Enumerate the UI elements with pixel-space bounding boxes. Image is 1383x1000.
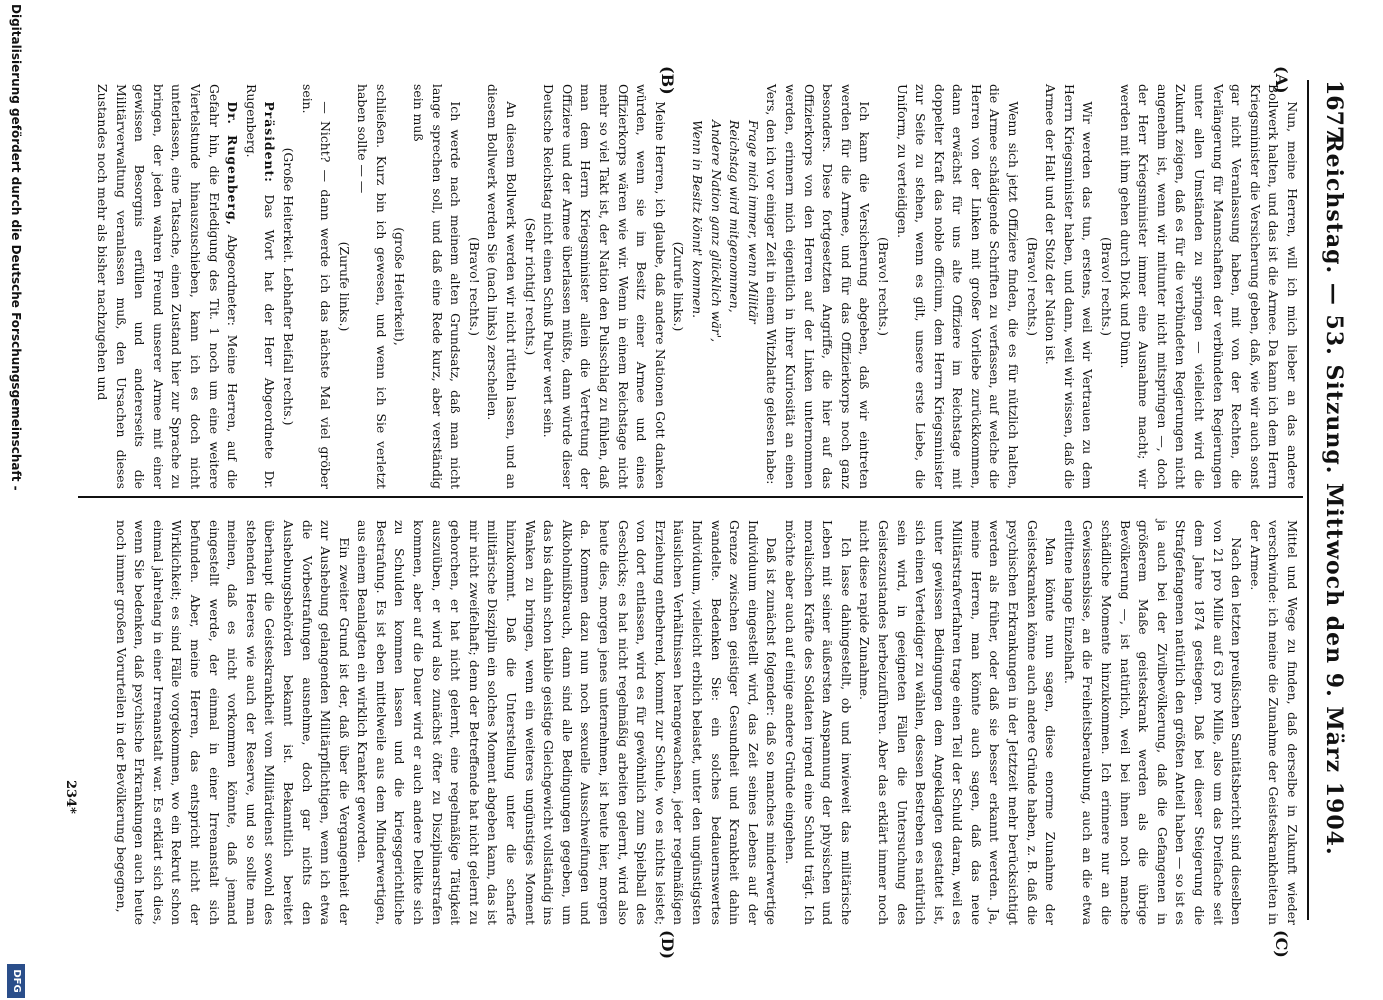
paragraph: Meine Herren, ich glaube, daß andere Nationen Gott danken würden, wenn sie im Besitz einer Armee und eines Offizierkorps wären wie wir. Wenn in einem Reichstage nicht mehr so viel Takt ist, der Nation den Pulsschlag zu fühlen, daß man dem Herrn Kriegsminister allein die Vertretung der Offiziere und der Armee überlassen müßte, dann würde dieser Deutsche Reichstag nicht einen Schuß Pulver wert sein. xyxy=(541,84,668,489)
paragraph: Wenn sich jetzt Offiziere finden, die es für nützlich halten, die Armee schädigende Schriften zu verfassen, auf welche die Herren von der Linken mit großer Vorliebe zurückkommen, dann erwächst für uns alte Offiziere im Reichstage mit doppelter Kraft das noble officium, dem Herrn Kriegsminister zur Seite zu stehen, wenn es gilt, unsere erste Liebe, die Uniform, zu verteidigen. xyxy=(894,84,1022,489)
column-divider xyxy=(78,496,1303,498)
page-number: 1677 xyxy=(1321,80,1347,142)
interjection: (Bravo! rechts.) xyxy=(466,237,482,336)
paragraph: Mittel und Wege zu finden, daß derselbe in Zukunft wieder verschwinde: ich meine die Zunahme der Geisteskrankheiten in der Armee. xyxy=(1247,520,1300,925)
paragraph: Daß ist zunächst folgender: daß so manches minderwertige Individuum eingestellt wird, das Zeit seines Lebens auf der Grenze zwischen geistiger Gesundheit und Krankheit dahin wandelte. Bedenken Sie: ein solches bedauernswertes Individuum, vielleicht erblich belastet, unter den ungünstigsten häuslichen Verhältnissen herangewachsen, jeder regelmäßigen Erziehung entbehrend, kommt zur Schule, wo es nichts leistet; von dort entlassen, wird es für gewöhnlich zum Spielball des Geschicks; es hat nicht regelmäßig arbeiten gelernt, wird also heute dies, morgen jenes unternehmen, ist heute hier, morgen da. Kommen dazu nun noch sexuelle Ausschweifungen und Alkoholmißbrauch, dann sind alle Bedingungen gegeben, um das bis dahin schon labile geistige Gleichgewicht vollständig ins Wanken zu bringen, wenn ein weiteres ungünstiges Moment hinzukommt. Daß die Unterstellung unter die scharfe militärische Disziplin ein solches Moment abgeben kann, das ist mir nicht zweifelhaft; denn der Betreffende hat nicht gelernt zu gehorchen, er hat nicht gelernt, eine regelmäßige Tätigkeit auszuüben, er wird also zunächst öfter zu Disziplinarstrafen kommen, aber auf die Dauer wird er auch andere Delikte sich zu Schulden kommen lassen und die kriegsgerichtliche Bestrafung. Es ist eben mittelweile aus dem Minderwertigen, aus einem Beanlagten ein wirklich Kranker geworden. xyxy=(355,520,780,925)
marker-c: (C) xyxy=(1272,930,1291,958)
speaker-name: Dr. Rugenberg, xyxy=(225,101,241,226)
verse-line: Reichstag wird mitgenommen, xyxy=(727,120,743,313)
verse-line: Andere Nation ganz glücklich wär', xyxy=(708,120,724,343)
paragraph: Ich kann die Versicherung abgeben, daß wir eintreten werden für die Armee, und für das Offizierkorps noch ganz besonders. Diese fortgesetzten Angriffe, die hier auf das Offizierkorps von den Herren auf der Linken unternommen werden, erinnern mich eigentlich in ihrer Kuriosität an einen Vers, den ich vor einiger Zeit in einem Witzblatte gelesen habe: xyxy=(764,84,873,489)
interjection: (Bravo! rechts.) xyxy=(875,237,891,336)
digitization-note: Digitalisierung gefördert durch die Deutsche Forschungsgemeinschaft - xyxy=(9,4,23,491)
header-rule xyxy=(1307,80,1309,920)
interjection: (Zurufe links.) xyxy=(336,241,352,332)
interjection: (Bravo! rechts.) xyxy=(1024,237,1040,336)
paragraph: An diesem Bollwerk werden wir nicht rütteln lassen, und an diesem Bollwerk werden Sie (nach links) zerschellen. xyxy=(485,84,520,489)
marker-a: (A) xyxy=(1272,66,1291,94)
paragraph: Ich werde nach meinem alten Grundsatz, daß man nicht lange sprechen soll, und daß eine Rede kurz, aber verständig sein muß xyxy=(411,84,464,489)
right-column xyxy=(111,520,1301,925)
paragraph: Ein zweiter Grund ist der, daß über die Vergangenheit der zur Aushebung gelangenden Militärpflichtigen, wenn ich etwa die Vorbestrafungen ausnehme, doch gar nichts den Aushebungsbehörden bekannt ist. Bekanntlich bereitet überhaupt die Geisteskrankheit vom Militärdienst sowohl des stehenden Heeres wie auch der Reserve, und so sollte man meinen, daß es nicht vorkommen könnte, daß jemand eingestellt werde, der einmal in einer Irrenanstalt sich befunden. Aber, meine Herren, das entspricht nicht der Wirklichkeit; es sind Fälle vorgekommen, wo ein Rekrut schon einmal jahrelang in einer Irrenanstalt war. Es erklärt sich dies, wenn Sie bedenken, daß psychische Erkrankungen auch heute noch immer großen Vorurteilen in der Bevölkerung begegnen, xyxy=(113,520,352,925)
interjection: (Bravo! rechts.) xyxy=(1099,237,1115,336)
interjection: (große Heiterkeit), xyxy=(392,227,408,346)
marker-d: (D) xyxy=(658,930,677,960)
paragraph: Ich lasse dahingestellt, ob und inwieweit das militärische Leben mit seiner äußersten Anspannung der physischen und moralischen Kräfte des Soldaten irgend eine Schuld trägt. Ich möchte aber auch auf einige andere Gründe eingehen. xyxy=(782,520,854,925)
marker-b: (B) xyxy=(658,66,677,95)
speaker-text: Abgeordneter: Meine Herren, auf die Gefahr hin, die Erledigung des Tit. 1 noch um eine weitere Viertelstunde hinauszuschieben, kann ich es doch nicht unterlassen, eine Tatsache, einen Zustand hier zur Sprache zu bringen, der jeden wahren Freund unserer Armee mit einer gewissen Besorgnis erfüllen und andererseits die Militärverwaltung veranlassen muß, den Ursachen dieses Zustandes noch mehr als bisher nachzugehen und xyxy=(95,84,241,489)
paragraph: — Nicht? — dann werde ich das nächste Mal viel gröber sein. xyxy=(299,84,334,489)
speaker-text: Das Wort hat der Herr Abgeordnete Dr. Rugenberg. xyxy=(243,84,278,489)
interjection: (Große Heiterkeit. Lebhafter Beifall rechts.) xyxy=(280,147,296,426)
paragraph: schließen. Kurz bin ich gewesen, und wenn ich Sie verletzt haben sollte — — xyxy=(355,84,389,489)
paragraph: Wir werden das tun, erstens, weil wir Vertrauen zu dem Herrn Kriegsminister haben, und dann, weil wir wissen, daß die Armee der Halt und der Stolz der Nation ist. xyxy=(1043,84,1096,489)
speaker-paragraph xyxy=(92,84,241,489)
dfg-logo: DFG xyxy=(7,964,25,998)
verse-line: Wenn in Besitz könnt' kommen. xyxy=(690,120,705,319)
paragraph: Nun, meine Herren, will ich mich lieber an das andere Bollwerk halten, und das ist die Armee. Da kann ich dem Herrn Kriegsminister die Versicherung geben, daß, wie wir auch sonst gar nicht Veranlassung haben, mit von der Rechten, die Verlängerung für Mannschaften der verbündeten Regierungen unter allen Umständen zu springen — vielleicht wird die Zukunft zeigen, daß es für die verbündeten Regierungen nicht angenehm ist, wenn wir mitunter nicht mitspringen —, doch der Herr Kriegsminister immer eine Ausnahme macht; wir werden mit ihm gehen durch Dick und Dünn. xyxy=(1117,84,1300,489)
page-header xyxy=(1313,80,1347,910)
speaker-paragraph xyxy=(241,84,278,489)
speaker-name: Präsident: xyxy=(262,101,278,183)
signature-mark: 234* xyxy=(63,780,78,814)
paragraph: Nach den letzten preußischen Sanitätsbericht sind dieselben von 21 pro Mille auf 63 pro Mille, also um das Dreifache seit dem Jahre 1874 gestiegen. Daß bei dieser Steigerung die Strafgefangenen natürlich den größten Anteil haben — so ist es ja auch bei der Zivilbevölkerung, daß die Gefangenen in größerem Maße geisteskrank werden als die übrige Bevölkerung —, ist natürlich, weil bei ihnen noch manche schädliche Momente hinzukommen. Ich erinnere nur an die Gewissensbisse, an die Freiheitsberaubung, auch an die etwa erlittene lange Einzelhaft. xyxy=(1061,520,1245,925)
running-title: Reichstag. — 53. Sitzung. Mittwoch den 9. März 1904. xyxy=(1321,134,1347,856)
left-column xyxy=(92,84,1301,489)
paragraph: Man könnte nun sagen, diese enorme Zunahme der Geisteskranken könne auch andere Gründe haben, z. B. daß die psychischen Erkrankungen in der Jetztzeit mehr berücksichtigt werden als früher, oder daß sie besser erkannt werden. Ja, meine Herren, man könnte auch sagen, daß das neue Militärstrafverfahren trage einen Teil der Schuld daran, weil es unter gewissen Bedingungen dem Angeklagten gestattet ist, sich einen Verteidiger zu wählen, dessen Bestreben es natürlich sein wird, in geeigneten Fällen die Untersuchung des Geisteszustandes herbeizuführen. Aber das erklärt immer noch nicht diese rapide Zunahme. xyxy=(857,520,1059,925)
interjection: (Zurufe links.) xyxy=(671,241,687,332)
interjection: (Sehr richtig! rechts.) xyxy=(522,217,538,356)
verse-line: Frage mich immer, wenn Militär xyxy=(745,120,761,324)
